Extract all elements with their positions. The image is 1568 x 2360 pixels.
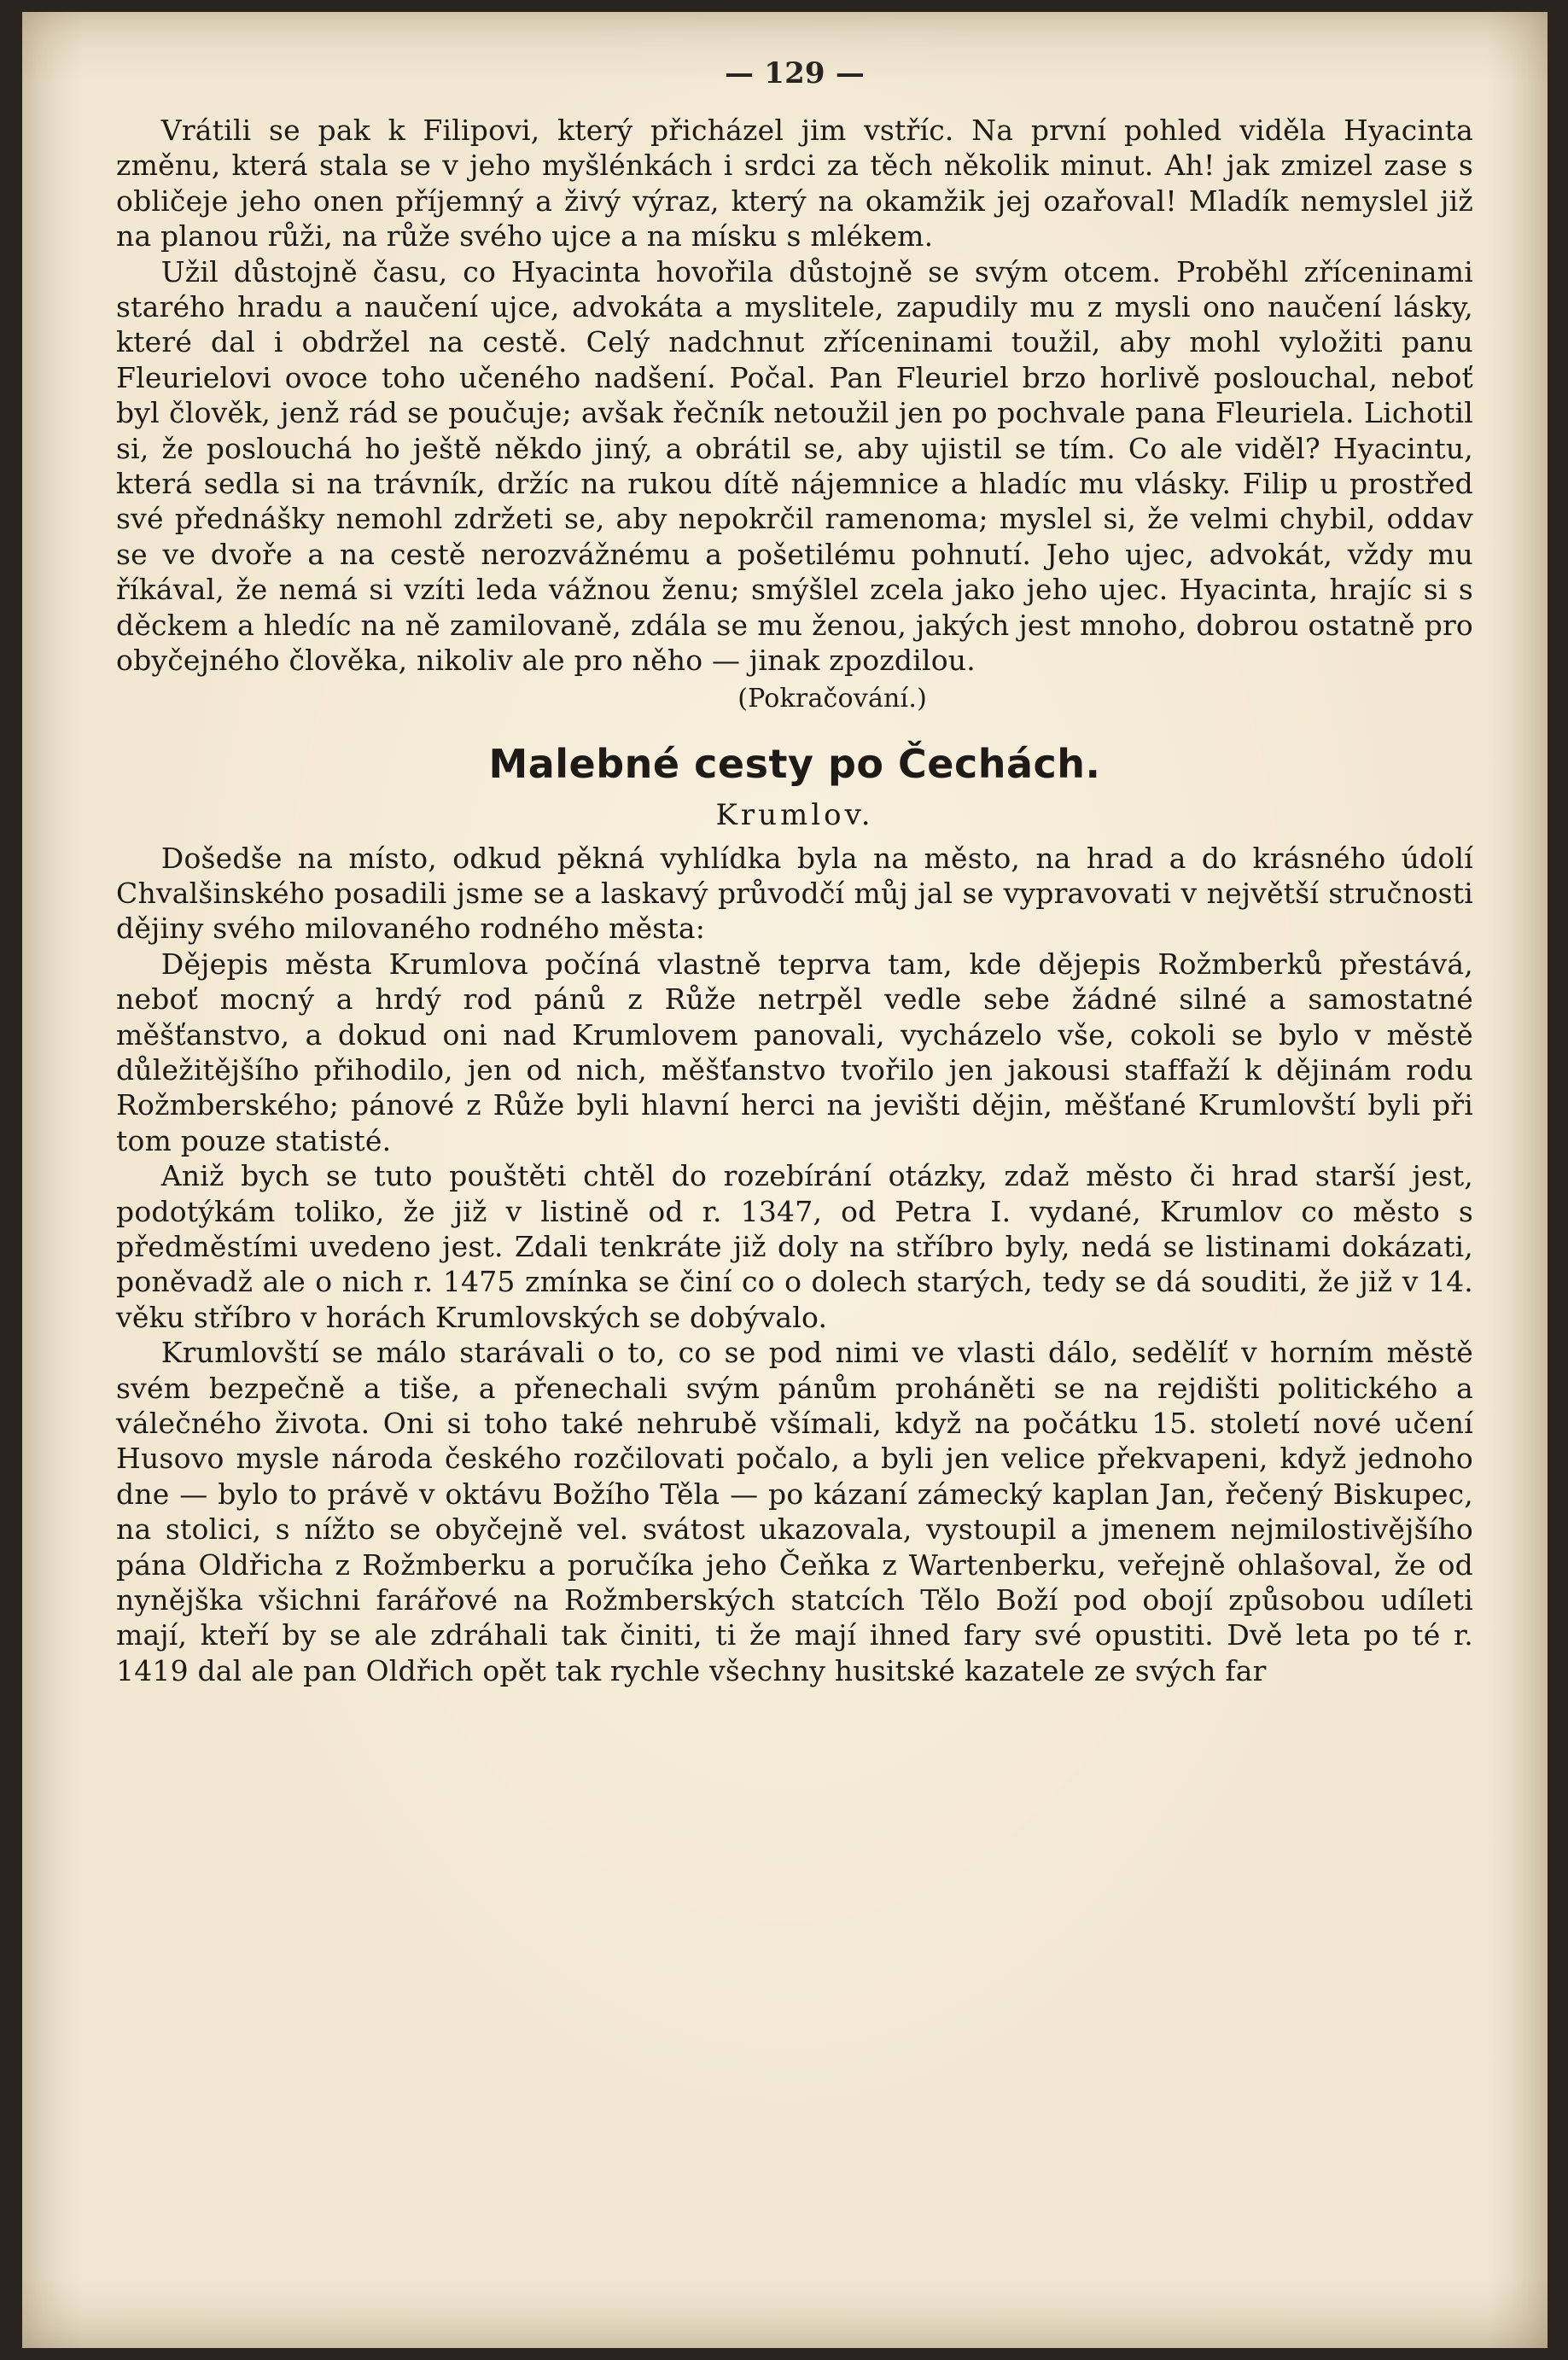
book-page (22, 12, 1548, 2348)
story-paragraph-2: Užil důstojně času, co Hyacinta hovořila důstojně se svým otcem. Proběhl zříceninami starého hradu a naučení ujce, advokáta a myslitele, zapudily mu z mysli ono naučení lásky, které dal i obdržel na cestě. Celý nadchnut zříceninami toužil, aby mohl vyložiti panu Fleurielovi ovoce toho učeného nadšení. Počal. Pan Fleuriel brzo horlivě poslouchal, neboť byl člověk, jenž rád se poučuje; avšak řečník netoužil jen po pochvale pana Fleuriela. Lichotil si, že poslouchá ho ještě někdo jiný, a obrátil se, aby ujistil se tím. Co ale viděl? Hyacintu, která sedla si na trávník, držíc na rukou dítě nájemnice a hladíc mu vlásky. Filip u prostřed své přednášky nemohl zdržeti se, aby nepokrčil ramenoma; myslel si, že velmi chybil, oddav se ve dvoře a na cestě nerozvážnému a pošetilému pohnutí. Jeho ujec, advokát, vždy mu říkával, že nemá si vzíti leda vážnou ženu; smýšlel zcela jako jeho ujec. Hyacinta, hrajíc si s děckem a hledíc na ně zamilovaně, zdála se mu ženou, jakých jest mnoho, dobrou ostatně pro obyčejného člověka, nikoliv ale pro něho — jinak zpozdilou. (116, 254, 1473, 678)
article-paragraph-4: Krumlovští se málo starávali o to, co se pod nimi ve vlasti dálo, sedělíť v horním městě svém bezpečně a tiše, a přenechali svým pánům proháněti se na rejdišti politického a válečného života. Oni si toho také nehrubě všímali, když na počátku 15. století nové učení Husovo mysle národa českého rozčilovati počalo, a byli jen velice překvapeni, když jednoho dne — bylo to právě v oktávu Božího Těla — po kázaní zámecký kaplan Jan, řečený Biskupec, na stolici, s nížto se obyčejně vel. svátost ukazovala, vystoupil a jmenem nejmilostivějšího pána Oldřicha z Rožmberku a poručíka jeho Čeňka z Wartenberku, veřejně ohlašoval, že od nynějška všichni farářové na Rožmberských statcích Tělo Boží pod obojí způsobou udíleti mají, kteří by se ale zdráhali tak činiti, ti že mají ihned fary své opustiti. Dvě leta po té r. 1419 dal ale pan Oldřich opět tak rychle všechny husitské kazatele ze svých far (116, 1336, 1473, 1687)
article-title: Malebné cesty po Čechách. (488, 740, 1101, 787)
article-paragraph-3: Aniž bych se tuto pouštěti chtěl do rozebírání otázky, zdaž město či hrad starší jest, podotýkám toliko, že již v listině od r. 1347, od Petra I. vydané, Krumlov co město s předměstími uvedeno jest. Zdali tenkráte již doly na stříbro byly, nedá se listinami dokázati, poněvadž ale o nich r. 1475 zmínka se činí co o dolech starých, tedy se dá souditi, že již v 14. věku stříbro v horách Krumlovských se dobývalo. (116, 1159, 1473, 1334)
article-subtitle: Krumlov. (715, 797, 874, 832)
continuation-note: (Pokračování.) (737, 683, 927, 714)
page-number: — 129 — (724, 56, 866, 90)
page-content (116, 55, 1473, 1688)
article-paragraph-2: Dějepis města Krumlova počíná vlastně teprva tam, kde dějepis Rožmberků přestává, neboť mocný a hrdý rod pánů z Růže netrpěl vedle sebe žádné silné a samostatné měšťanstvo, a dokud oni nad Krumlovem panovali, vycházelo vše, cokoli se bylo v městě důležitějšího přihodilo, jen od nich, měšťanstvo tvořilo jen jakousi staffaží k dějinám rodu Rožmberského; pánové z Růže byli hlavní herci na jevišti dějin, měšťané Krumlovští byli při tom pouze statisté. (116, 947, 1473, 1157)
article-paragraph-1: Došedše na místo, odkud pěkná vyhlídka byla na město, na hrad a do krásného údolí Chvalšinského posadili jsme se a laskavý průvodčí můj jal se vypravovati v největší stručnosti dějiny svého milovaného rodného města: (116, 841, 1473, 946)
story-paragraph-1: Vrátili se pak k Filipovi, který přicházel jim vstříc. Na první pohled viděla Hyacinta změnu, která stala se v jeho myšlénkách i srdci za těch několik minut. Ah! jak zmizel zase s obličeje jeho onen příjemný a živý výraz, který na okamžik jej ozařoval! Mladík nemyslel již na planou růži, na růže svého ujce a na mísku s mlékem. (116, 114, 1473, 253)
